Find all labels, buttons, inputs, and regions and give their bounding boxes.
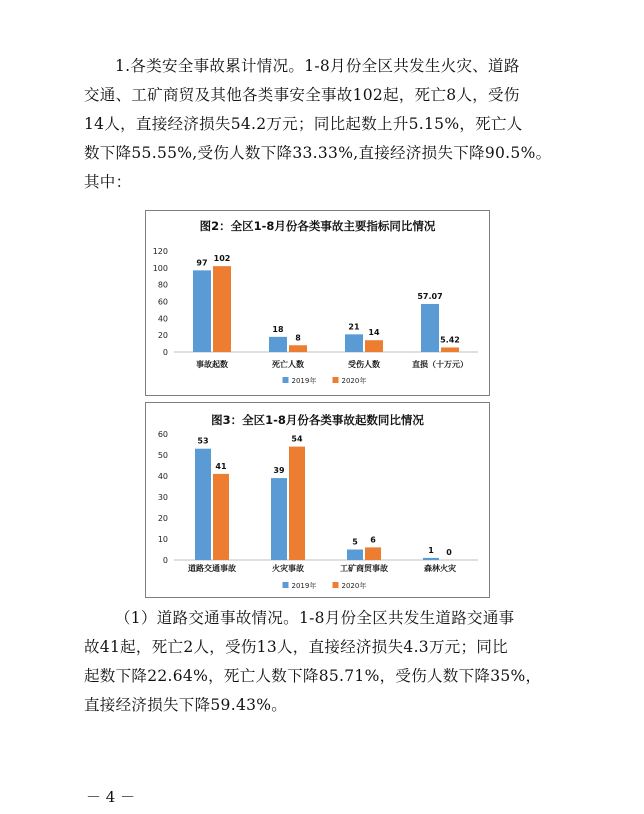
y-tick-label: 100 [152,263,168,273]
legend-label: 2020年 [341,582,367,590]
category-label: 森林火灾 [424,564,456,573]
data-label: 8 [295,333,301,343]
bar [195,449,211,560]
category-label: 直损（十万元） [412,360,468,369]
y-tick-label: 40 [157,314,168,324]
data-label: 53 [197,436,209,446]
text-line: 故41起，死亡2人，受伤13人，直接经济损失4.3万元；同比 [84,638,508,656]
category-label: 道路交通事故 [188,564,236,573]
y-tick-label: 40 [157,472,168,481]
data-label: 57.07 [417,291,443,301]
bar [289,447,305,560]
bar [213,474,229,560]
bar [271,478,287,560]
text-line: 交通、工矿商贸及其他各类事安全事故102起，死亡8人，受伤 [84,86,520,104]
data-label: 41 [215,461,227,471]
y-tick-label: 20 [157,514,168,523]
data-label: 21 [348,322,360,332]
bar [441,347,459,352]
legend-swatch [333,582,339,588]
paragraph-accident-summary [84,52,566,197]
data-label: 18 [272,324,284,334]
category-label: 火灾事故 [272,564,304,573]
category-label: 工矿商贸事故 [340,564,388,573]
chart-figure-2 [145,210,490,396]
text-line: 其中： [84,173,132,191]
legend-swatch [283,377,289,383]
bar [423,558,439,560]
bar [213,266,231,352]
bar [347,550,363,561]
y-tick-label: 80 [157,280,168,290]
y-tick-label: 120 [152,247,168,256]
y-tick-label: 0 [162,556,168,565]
data-label: 0 [446,548,452,557]
legend-label: 2020年 [341,377,367,385]
y-tick-label: 20 [157,331,168,341]
y-tick-label: 60 [157,430,168,439]
text-line: 14人，直接经济损失54.2万元；同比起数上升5.15%，死亡人 [84,115,523,133]
data-label: 39 [273,466,285,476]
text-line: 1.各类安全事故累计情况。1-8月份全区共发生火灾、道路 [115,57,520,75]
legend-label: 2019年 [291,377,317,385]
text-line: （1）道路交通事故情况。1-8月份全区共发生道路交通事 [115,609,515,627]
category-label: 死亡人数 [272,360,304,369]
data-label: 102 [213,254,231,264]
legend-swatch [283,582,289,588]
data-label: 14 [368,328,380,338]
data-label: 54 [291,434,303,444]
chart-title: 图3：全区1-8月份各类事故起数同比情况 [211,413,424,427]
chart-svg [146,211,489,395]
page-number: － 4 － [86,788,136,806]
y-tick-label: 50 [157,451,168,460]
bar [345,334,363,352]
bar [193,270,211,352]
chart-figure-3 [145,402,490,598]
chart-svg [146,403,489,597]
data-label: 6 [370,535,376,545]
bar [421,304,439,352]
data-label: 5 [352,537,358,547]
y-tick-label: 10 [157,535,168,544]
y-tick-label: 30 [157,493,168,502]
data-label: 5.42 [440,335,460,345]
text-line: 数下降55.55%,受伤人数下降33.33%,直接经济损失下降90.5%。 [84,144,552,162]
category-label: 事故起数 [196,360,228,369]
bar [365,340,383,352]
bar [289,345,307,352]
paragraph-road-traffic [84,604,566,720]
text-line: 直接经济损失下降59.43%。 [84,696,288,714]
bar [365,547,381,560]
data-label: 97 [196,258,208,268]
bar [269,337,287,352]
legend-swatch [333,377,339,383]
text-line: 起数下降22.64%，死亡人数下降85.71%，受伤人数下降35%， [84,667,542,685]
y-tick-label: 60 [157,297,168,307]
data-label: 1 [428,545,434,555]
y-tick-label: 0 [162,348,168,357]
category-label: 受伤人数 [348,360,380,369]
chart-title: 图2：全区1-8月份各类事故主要指标同比情况 [199,219,436,233]
legend-label: 2019年 [291,582,317,590]
